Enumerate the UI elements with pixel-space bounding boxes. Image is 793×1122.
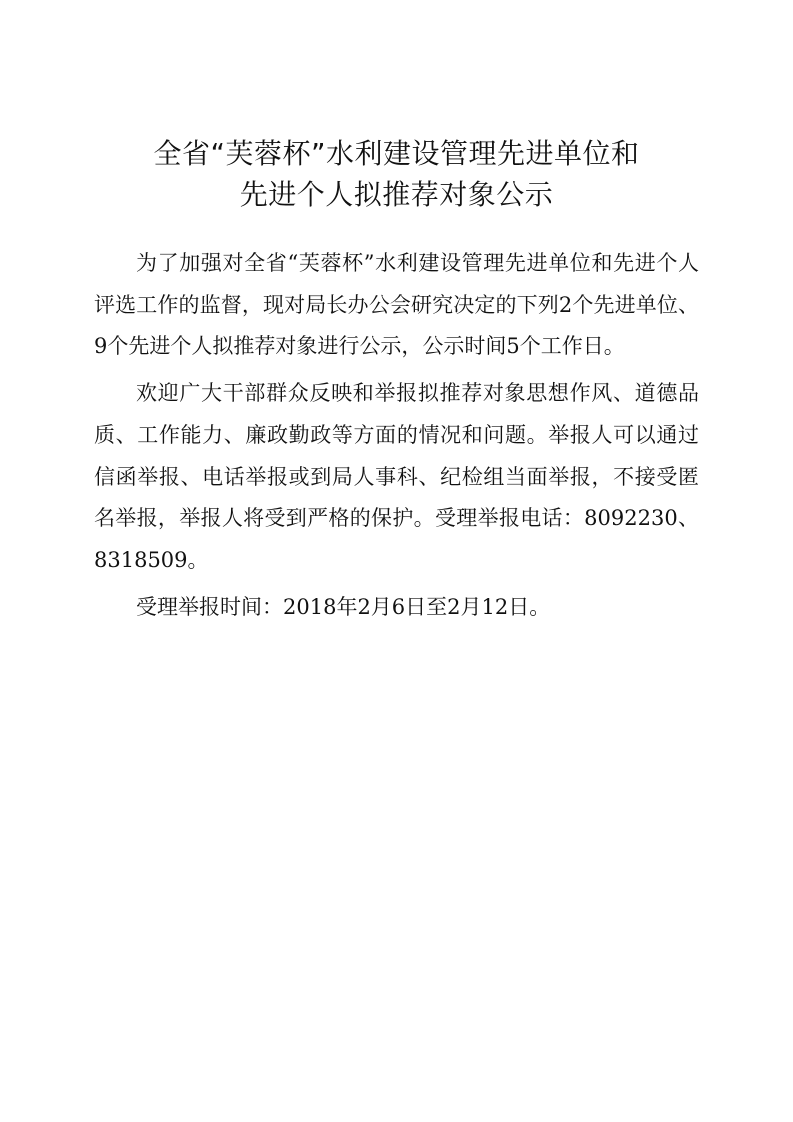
paragraph-reporting: 欢迎广大干部群众反映和举报拟推荐对象思想作风、道德品质、工作能力、廉政勤政等方面的情况和问题。举报人可以通过信函举报、电话举报或到局人事科、纪检组当面举报，不接受匿名举报，举报人将受到严格的保护。受理举报电话：8092230、8318509。: [94, 381, 699, 572]
title-line-1: 全省“芙蓉杯”水利建设管理先进单位和: [153, 137, 640, 170]
title-line-2: 先进个人拟推荐对象公示: [239, 178, 554, 211]
paragraph-purpose: 为了加强对全省“芙蓉杯”水利建设管理先进单位和先进个人评选工作的监督，现对局长办公会研究决定的下列2个先进单位、9个先进个人拟推荐对象进行公示，公示时间5个工作日。: [94, 251, 699, 359]
paragraph-reporting-period: 受理举报时间：2018年2月6日至2月12日。: [136, 594, 551, 619]
notice-body: [94, 243, 699, 633]
page-title: [90, 133, 703, 215]
